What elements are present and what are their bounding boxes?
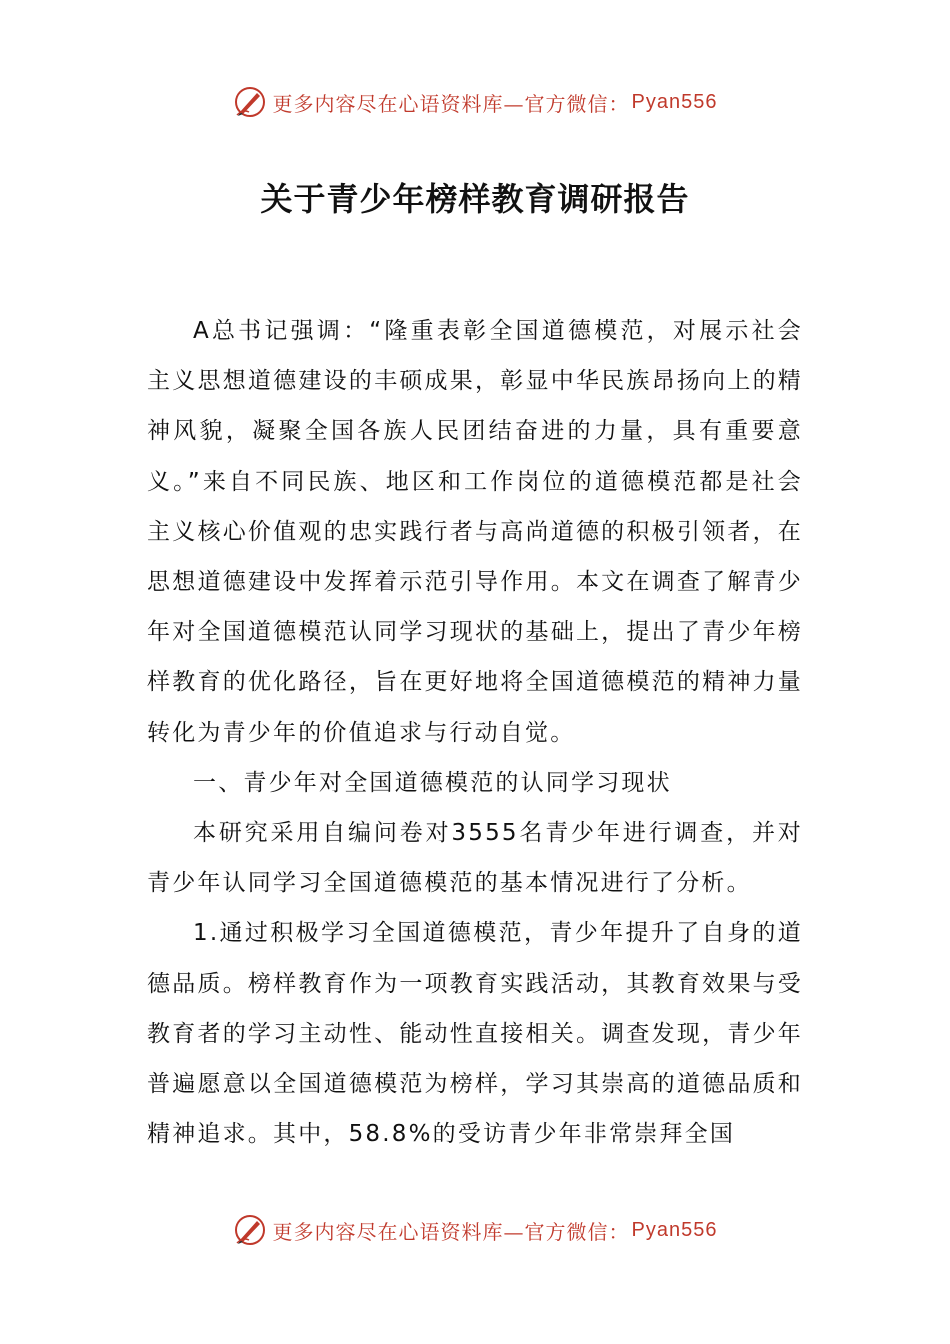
paragraph-intro: A总书记强调：“隆重表彰全国道德模范，对展示社会主义思想道德建设的丰硕成果，彰显中华民族昂扬向上的精神风貌，凝聚全国各族人民团结奋进的力量，具有重要意义。”来自不同民族、地区和工作岗位的道德模范都是社会主义核心价值观的忠实践行者与高尚道德的积极引领者，在思想道德建设中发挥着示范引导作用。本文在调查了解青少年对全国道德模范认同学习现状的基础上，提出了青少年榜样教育的优化路径，旨在更好地将全国道德模范的精神力量转化为青少年的价值追求与行动自觉。 <box>147 318 803 746</box>
header-wechat-id: Pyan556 <box>631 90 718 113</box>
header-banner <box>0 82 950 122</box>
footer-banner <box>0 1210 950 1250</box>
pen-circle-icon <box>233 1213 267 1247</box>
document-title: 关于青少年榜样教育调研报告 <box>260 180 690 218</box>
paragraph-finding-1: 1.通过积极学习全国道德模范，青少年提升了自身的道德品质。榜样教育作为一项教育实践活动，其教育效果与受教育者的学习主动性、能动性直接相关。调查发现，青少年普遍愿意以全国道德模范为榜样，学习其崇高的道德品质和精神追求。其中，58.8%的受访青少年非常崇拜全国 <box>147 920 803 1148</box>
header-banner-text: 更多内容尽在心语资料库—官方微信： <box>272 91 630 116</box>
section-heading: 一、青少年对全国道德模范的认同学习现状 <box>193 769 672 796</box>
footer-banner-text: 更多内容尽在心语资料库—官方微信： <box>272 1219 630 1244</box>
paragraph-method: 本研究采用自编问卷对3555名青少年进行调查，并对青少年认同学习全国道德模范的基本情况进行了分析。 <box>147 820 803 897</box>
footer-wechat-id: Pyan556 <box>631 1218 718 1241</box>
pen-circle-icon <box>233 85 267 119</box>
document-body <box>147 306 803 1159</box>
